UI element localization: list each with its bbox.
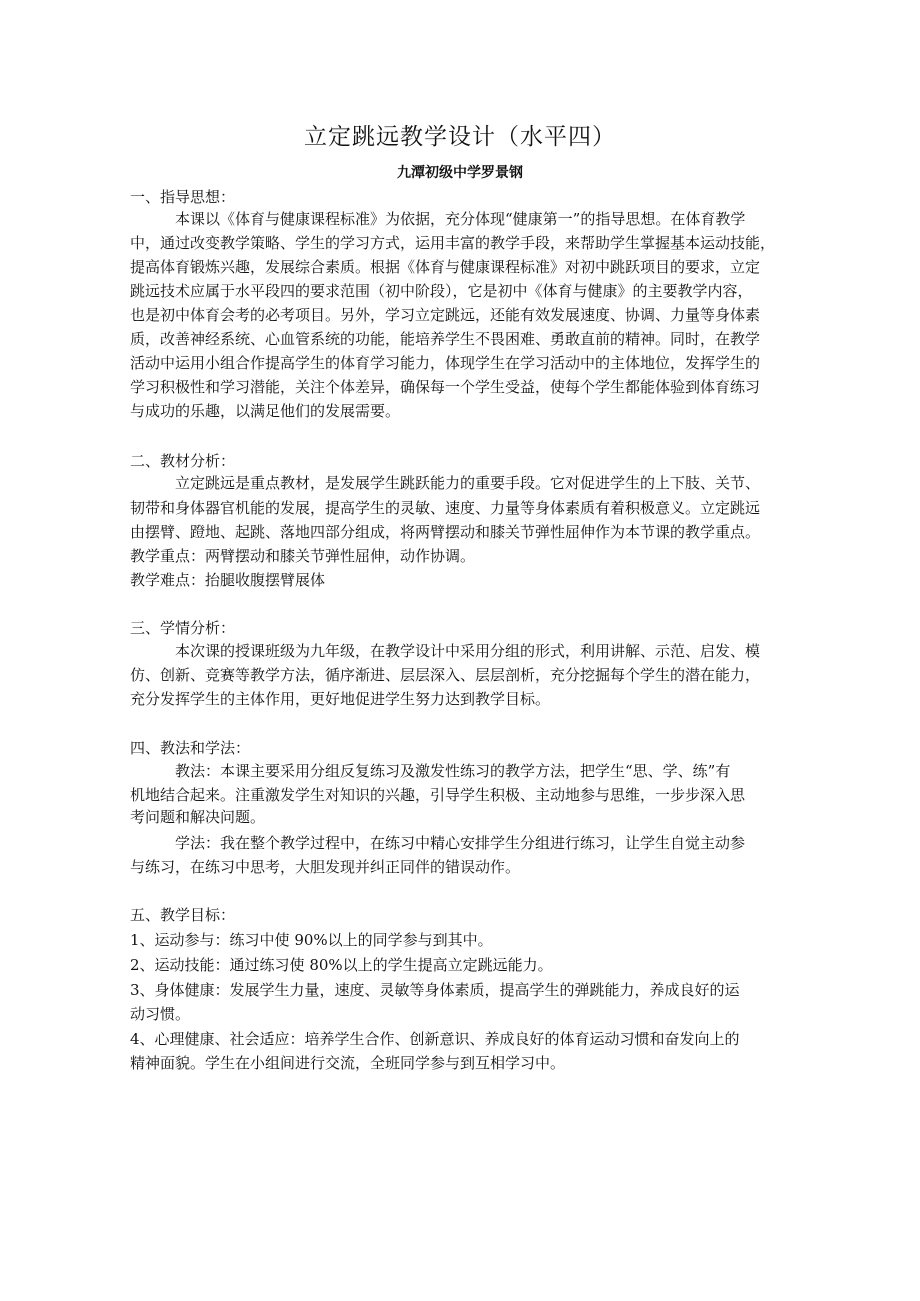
list-item-continuation: 动习惯。 <box>130 1005 191 1023</box>
paragraph-line: 机地结合起来。注重激发学生对知识的兴趣，引导学生积极、主动地参与思维，一步步深入思 <box>130 786 746 804</box>
list-item: 3、身体健康：发展学生力量，速度、灵敏等身体素质，提高学生的弹跳能力，养成良好的运 <box>130 981 740 999</box>
paragraph-line: 跳远技术应属于水平段四的要求范围（初中阶段），它是初中《体育与健康》的主要教学内容， <box>130 282 753 300</box>
paragraph-line: 本次课的授课班级为九年级，在教学设计中采用分组的形式，利用讲解、示范、启发、模 <box>175 642 761 660</box>
paragraph-line: 与练习，在练习中思考，大胆发现并纠正同伴的错误动作。 <box>130 858 521 876</box>
paragraph-line: 也是初中体育会考的必考项目。另外，学习立定跳远，还能有效发展速度、协调、力量等身体素 <box>130 306 761 324</box>
paragraph-line: 提高体育锻炼兴趣，发展综合素质。根据《体育与健康课程标准》对初中跳跃项目的要求，立定 <box>130 258 761 276</box>
paragraph-line: 考问题和解决问题。 <box>130 808 266 826</box>
paragraph-line: 充分发挥学生的主体作用，更好地促进学生努力达到教学目标。 <box>130 690 551 708</box>
paragraph-line: 韧带和身体器官机能的发展，提高学生的灵敏、速度、力量等身体素质有着积极意义。立定跳远 <box>130 499 761 517</box>
paragraph-line: 质，改善神经系统、心血管系统的功能，能培养学生不畏困难、勇敢直前的精神。同时，在教学 <box>130 330 761 348</box>
document-title: 立定跳远教学设计（水平四） <box>304 124 616 150</box>
paragraph-line: 教法：本课主要采用分组反复练习及激发性练习的教学方法，把学生“思、学、练”有 <box>175 762 731 780</box>
paragraph-line: 与成功的乐趣，以满足他们的发展需要。 <box>130 402 401 420</box>
section-heading: 四、教法和学法： <box>130 739 251 757</box>
list-item-continuation: 精神面貌。学生在小组间进行交流，全班同学参与到互相学习中。 <box>130 1054 566 1072</box>
paragraph-line: 学习积极性和学习潜能，关注个体差异，确保每一个学生受益，使每个学生都能体验到体育练习 <box>130 378 761 396</box>
list-item: 1、运动参与：练习中使 90%以上的同学参与到其中。 <box>130 931 493 949</box>
section-heading: 二、教材分析： <box>130 452 236 470</box>
list-item: 4、心理健康、社会适应：培养学生合作、创新意识、养成良好的体育运动习惯和奋发向上的 <box>130 1030 740 1048</box>
paragraph-line: 教学难点：抬腿收腹摆臂展体 <box>130 571 326 589</box>
paragraph-line: 学法：我在整个教学过程中，在练习中精心安排学生分组进行练习，让学生自觉主动参 <box>175 834 746 852</box>
paragraph-line: 仿、创新、竞赛等教学方法，循序渐进、层层深入、层层剖析，充分挖掘每个学生的潜在能力， <box>130 666 761 684</box>
paragraph-line: 活动中运用小组合作提高学生的体育学习能力，体现学生在学习活动中的主体地位，发挥学生的 <box>130 354 761 372</box>
paragraph-line: 教学重点：两臂摆动和膝关节弹性屈伸，动作协调。 <box>130 547 476 565</box>
list-item: 2、运动技能：通过练习使 80%以上的学生提高立定跳远能力。 <box>130 956 553 974</box>
paragraph-line: 中，通过改变教学策略、学生的学习方式，运用丰富的教学手段，来帮助学生掌握基本运动技能， <box>130 234 776 252</box>
section-heading: 一、指导思想： <box>130 188 236 206</box>
paragraph-line: 由摆臂、蹬地、起跳、落地四部分组成，将两臂摆动和膝关节弹性屈伸作为本节课的教学重点。 <box>130 523 761 541</box>
paragraph-line: 立定跳远是重点教材，是发展学生跳跃能力的重要手段。它对促进学生的上下肢、关节、 <box>175 474 761 492</box>
paragraph-line: 本课以《体育与健康课程标准》为依据，充分体现“健康第一”的指导思想。在体育教学 <box>175 210 746 228</box>
section-heading: 五、教学目标： <box>130 906 236 924</box>
document-author: 九潭初级中学罗景钢 <box>397 165 523 181</box>
section-heading: 三、学情分析： <box>130 619 236 637</box>
